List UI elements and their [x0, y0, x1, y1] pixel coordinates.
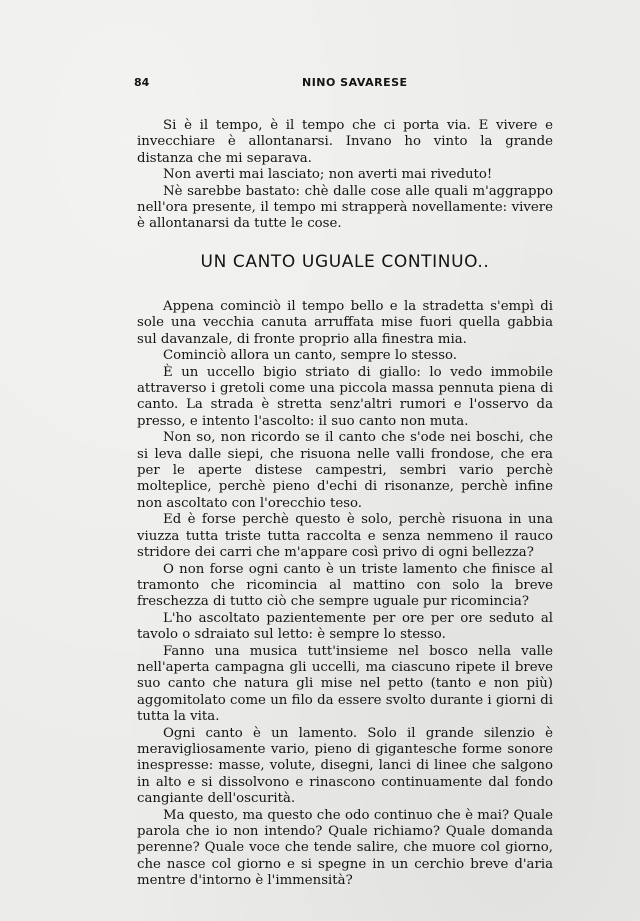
paragraph: O non forse ogni canto è un triste lamento che finisce al tramonto che ricomincia al mattino con solo la breve freschezza di tutto ciò che sempre uguale pur ricomincia? [137, 561, 553, 610]
section-body [137, 299, 553, 890]
paragraph: Cominciò allora un canto, sempre lo stesso. [163, 348, 458, 364]
paragraph: Nè sarebbe bastato: chè dalle cose alle quali m'aggrappo nell'ora presente, il tempo mi strapperà novellamente: vivere è allontanarsi da tutte le cose. [137, 183, 553, 232]
paragraph: È un uccello bigio striato di giallo: lo vedo immobile attraverso i gretoli come una piccola massa pennuta piena di canto. La strada è stretta senz'altri rumori e l'osservo da presso, e intento l'ascolto: il suo canto non muta. [137, 364, 553, 429]
opening-text [137, 118, 553, 233]
section-title: UN CANTO UGUALE CONTINUO.. [200, 252, 490, 272]
running-head [134, 76, 554, 92]
paragraph: Fanno una musica tutt'insieme nel bosco nella valle nell'aperta campagna gli uccelli, ma ciascuno ripete il breve suo canto che natura gli mise nel petto (tanto e non più) aggomitolato come un filo da essere svolto durante i giorni di tutta la vita. [137, 643, 553, 725]
paragraph: Ma questo, ma questo che odo continuo che è mai? Quale parola che io non intendo? Quale richiamo? Quale domanda perenne? Quale voce che tende salire, che muore col giorno, che nasce col giorno e si spegne in un cerchio breve d'aria mentre d'intorno è l'immensità? [137, 807, 553, 889]
paragraph: Ed è forse perchè questo è solo, perchè risuona in una viuzza tutta triste tutta raccolta e senza nemmeno il rauco stridore dei carri che m'appare così privo di ogni bellezza? [137, 512, 553, 561]
page-number: 84 [134, 76, 150, 89]
paragraph: Non averti mai lasciato; non averti mai riveduto! [163, 167, 493, 183]
paragraph: Appena cominciò il tempo bello e la stradetta s'empì di sole una vecchia canuta arruffata mise fuori quella gabbia sul davanzale, di fronte proprio alla finestra mia. [137, 299, 553, 347]
author-name: NINO SAVARESE [302, 76, 408, 89]
paragraph: L'ho ascoltato pazientemente per ore per ore seduto al tavolo o sdraiato sul letto: è sempre lo stesso. [137, 610, 553, 643]
paragraph: Ogni canto è un lamento. Solo il grande silenzio è meravigliosamente vario, pieno di gigantesche forme sonore inespresse: masse, volute, disegni, lanci di linee che salgono in alto e si dissolvono e rinascono continuamente dal fondo cangiante dell'oscurità. [137, 725, 553, 807]
paragraph: Non so, non ricordo se il canto che s'ode nei boschi, che si leva dalle siepi, che risuona nelle valli frondose, che era per le aperte distese campestri, sembri vario perchè molteplice, perchè pieno d'echi di risonanze, perchè infine non ascoltato con l'orecchio teso. [137, 430, 553, 511]
paragraph: Si è il tempo, è il tempo che ci porta via. E vivere e invecchiare è allontanarsi. Invano ho vinto la grande distanza che mi separava. [137, 118, 553, 166]
